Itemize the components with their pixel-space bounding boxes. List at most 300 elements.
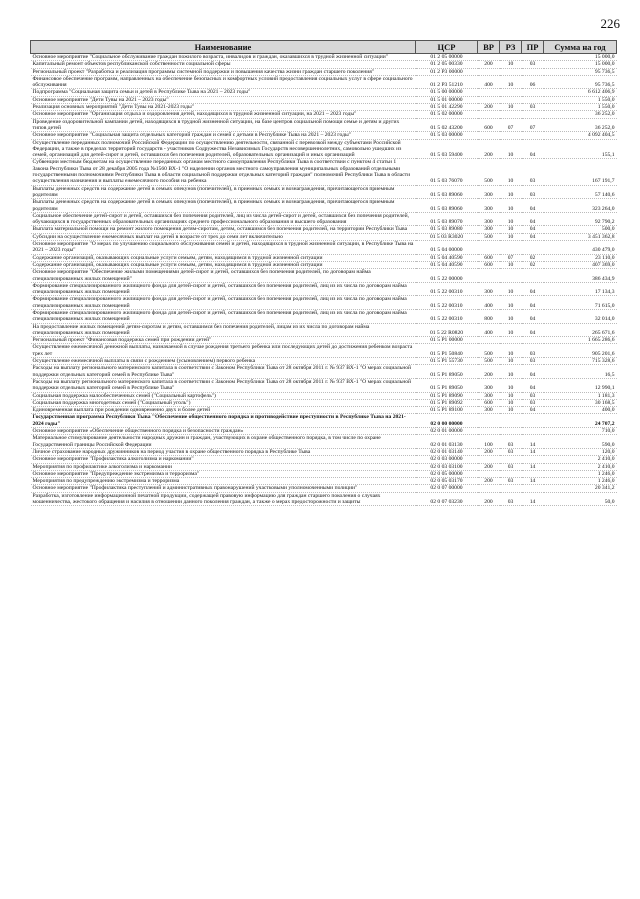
row-name: Осуществление ежемесячной выплаты в связи с рождением (усыновлением) первого ребенка <box>31 358 416 365</box>
row-csr: 01 5 P1 55730 <box>416 358 478 365</box>
header-name: Наименование <box>31 41 416 54</box>
page-number: 226 <box>600 16 620 31</box>
table-row <box>31 269 617 283</box>
row-pr: 03 <box>522 61 544 68</box>
row-vr <box>478 96 500 103</box>
row-sum: 4 092 404,5 <box>544 132 617 139</box>
row-name: Капитальный ремонт объектов республиканской собственности социальной сферы <box>31 61 416 68</box>
row-pr: 04 <box>522 296 544 310</box>
row-pr: 04 <box>522 199 544 213</box>
row-sum: 15 000,0 <box>544 54 617 61</box>
row-rz: 03 <box>500 492 522 506</box>
row-pr: 04 <box>522 323 544 337</box>
row-sum: 120,0 <box>544 448 617 455</box>
table-row <box>31 104 617 111</box>
row-vr <box>478 337 500 344</box>
row-csr: 01 5 03 R3020 <box>416 233 478 240</box>
row-sum: 407 369,0 <box>544 261 617 268</box>
row-rz: 10 <box>500 399 522 406</box>
table-row <box>31 68 617 75</box>
row-rz <box>500 54 522 61</box>
header-rz: РЗ <box>500 41 522 54</box>
row-vr: 400 <box>478 323 500 337</box>
row-pr: 04 <box>522 233 544 240</box>
row-vr <box>478 54 500 61</box>
row-sum: 16,5 <box>544 365 617 379</box>
row-rz: 03 <box>500 478 522 485</box>
row-pr <box>522 54 544 61</box>
row-pr <box>522 470 544 477</box>
row-csr: 01 5 P1 89050 <box>416 365 478 379</box>
row-rz: 10 <box>500 309 522 323</box>
budget-table <box>30 40 617 506</box>
row-pr: 04 <box>522 212 544 226</box>
table-row <box>31 111 617 118</box>
row-sum: 6 612 406,9 <box>544 89 617 96</box>
row-name: Мероприятия по предупреждению экстремизма и терроризма <box>31 478 416 485</box>
row-pr: 14 <box>522 448 544 455</box>
row-sum: 1 550,0 <box>544 96 617 103</box>
table-row <box>31 75 617 89</box>
table-row <box>31 344 617 358</box>
row-name: Субсидии на осуществление ежемесячных выплат на детей в возрасте от трех до семи лет включительно <box>31 233 416 240</box>
row-sum: 50,0 <box>544 492 617 506</box>
table-row <box>31 54 617 61</box>
row-vr: 800 <box>478 309 500 323</box>
row-pr <box>522 485 544 492</box>
row-pr: 04 <box>522 226 544 233</box>
row-name: Подпрограмма "Социальная защита семьи и детей в Республике Тыва на 2021 – 2023 годы" <box>31 89 416 96</box>
table-row <box>31 282 617 296</box>
row-pr: 04 <box>522 407 544 414</box>
row-csr: 01 2 P3 00000 <box>416 68 478 75</box>
row-vr <box>478 269 500 283</box>
row-sum: 95 736,5 <box>544 68 617 75</box>
row-rz <box>500 269 522 283</box>
row-sum: 2 410,0 <box>544 463 617 470</box>
row-name: Осуществление переданных полномочий Российской Федерации по осуществлению деятельности, связанной с перевозкой между субъектами Российской Федерации, а также в пределах территорий государств - участников Содружества Независимых Государств несовершеннолетних, самовольно ушедших из семей, организаций для детей-сирот и детей, оставшихся без попечения родителей, образовательных организаций и иных организаций <box>31 139 416 159</box>
row-rz: 10 <box>500 344 522 358</box>
row-sum: 905 201,6 <box>544 344 617 358</box>
row-pr <box>522 241 544 255</box>
row-pr: 03 <box>522 358 544 365</box>
row-sum: 2 410,0 <box>544 456 617 463</box>
table-row <box>31 399 617 406</box>
row-sum: 1 181,3 <box>544 392 617 399</box>
row-sum: 36 252,0 <box>544 118 617 132</box>
row-sum: 500,0 <box>544 226 617 233</box>
row-rz <box>500 68 522 75</box>
row-rz <box>500 132 522 139</box>
row-vr: 300 <box>478 392 500 399</box>
table-row <box>31 118 617 132</box>
row-name: Формирование специализированного жилищного фонда для детей-сирот и детей, оставшихся без попечения родителей, лиц из их числа по договорам найма специализированных жилых помещений <box>31 309 416 323</box>
row-sum: 265 671,6 <box>544 323 617 337</box>
row-vr <box>478 111 500 118</box>
row-pr <box>522 96 544 103</box>
table-row <box>31 212 617 226</box>
row-name: Основное мероприятие «Обеспечение общественного порядка и безопасности граждан» <box>31 428 416 435</box>
table-row <box>31 139 617 159</box>
row-csr: 01 5 P1 89100 <box>416 407 478 414</box>
table-row <box>31 392 617 399</box>
table-row <box>31 226 617 233</box>
row-sum: 36 252,0 <box>544 111 617 118</box>
row-pr: 06 <box>522 75 544 89</box>
row-rz: 10 <box>500 378 522 392</box>
row-vr: 300 <box>478 212 500 226</box>
row-csr: 01 5 22 00310 <box>416 296 478 310</box>
row-rz: 10 <box>500 392 522 399</box>
row-vr: 200 <box>478 104 500 111</box>
row-name: Региональный проект "Разработка и реализация программы системной поддержки и повышения качества жизни граждан старшего поколения" <box>31 68 416 75</box>
row-csr: 01 5 02 00000 <box>416 111 478 118</box>
row-name: Основное мероприятие "Профилактика алкоголизма и наркомании" <box>31 456 416 463</box>
row-pr: 03 <box>522 344 544 358</box>
row-rz <box>500 470 522 477</box>
row-csr: 01 5 22 00000 <box>416 269 478 283</box>
row-sum: 400,0 <box>544 407 617 414</box>
row-sum: 430 479,0 <box>544 241 617 255</box>
table-row <box>31 185 617 199</box>
row-pr: 03 <box>522 104 544 111</box>
row-rz: 10 <box>500 75 522 89</box>
row-pr <box>522 428 544 435</box>
row-csr: 02 0 07 00000 <box>416 485 478 492</box>
row-csr: 02 0 07 03230 <box>416 492 478 506</box>
row-sum: 30 168,5 <box>544 399 617 406</box>
row-name: Формирование специализированного жилищного фонда для детей-сирот и детей, оставшихся без попечения родителей, лиц из их числа по договорам найма специализированных жилых помещений <box>31 282 416 296</box>
row-rz: 10 <box>500 199 522 213</box>
row-csr: 02 0 03 00000 <box>416 456 478 463</box>
row-pr <box>522 89 544 96</box>
row-csr: 02 0 03 03100 <box>416 463 478 470</box>
table-row <box>31 492 617 506</box>
row-name: Проведение оздоровительной кампании детей, находящихся в трудной жизненной ситуации, на базе центров социальной помощи семье и детям и других типов детей <box>31 118 416 132</box>
row-vr: 200 <box>478 139 500 159</box>
row-csr: 02 0 05 00000 <box>416 470 478 477</box>
row-csr: 01 2 05 00330 <box>416 61 478 68</box>
row-pr: 03 <box>522 392 544 399</box>
row-name: Социальное обеспечение детей-сирот и детей, оставшихся без попечения родителей, лиц из числа детей-сирот и детей, оставшихся без попечения родителей, обучающихся в государственных образовательных организациях среднего профессионального образования и высшего образования <box>31 212 416 226</box>
row-csr: 02 0 00 00000 <box>416 414 478 428</box>
row-rz <box>500 428 522 435</box>
row-rz: 10 <box>500 226 522 233</box>
row-vr <box>478 89 500 96</box>
table-row <box>31 470 617 477</box>
row-vr <box>478 470 500 477</box>
row-pr <box>522 337 544 344</box>
row-sum: 17 134,3 <box>544 282 617 296</box>
table-row <box>31 233 617 240</box>
row-name: Основное мероприятие "Дети Тувы на 2021 – 2023 годы" <box>31 96 416 103</box>
row-vr <box>478 414 500 428</box>
row-sum: 24 707,2 <box>544 414 617 428</box>
row-rz: 10 <box>500 261 522 268</box>
row-rz <box>500 111 522 118</box>
row-rz: 10 <box>500 61 522 68</box>
row-vr: 600 <box>478 261 500 268</box>
row-csr: 01 5 01 42290 <box>416 104 478 111</box>
row-pr: 02 <box>522 261 544 268</box>
row-pr: 14 <box>522 492 544 506</box>
row-sum: 95 736,5 <box>544 75 617 89</box>
row-pr <box>522 414 544 428</box>
row-rz: 10 <box>500 159 522 185</box>
row-pr <box>522 111 544 118</box>
table-row <box>31 61 617 68</box>
row-vr <box>478 456 500 463</box>
row-rz: 03 <box>500 463 522 470</box>
row-csr: 01 5 03 89080 <box>416 226 478 233</box>
row-name: Материальное стимулирование деятельности народных дружин и граждан, участвующих в охране общественного порядка, в том числе по охране Государственной границы Российской Федерации <box>31 435 416 449</box>
row-name: Разработка, изготовление информационной печатной продукции, содержащей правовую информацию для граждан старшего поколения о случаях мошенничества, жестокого обращения и насилия в отношении данного поколения граждан, а также о мерах предосторожности и защиты <box>31 492 416 506</box>
row-pr: 03 <box>522 185 544 199</box>
row-name: Основное мероприятие "Социальное обслуживание граждан пожилого возраста, инвалидов и граждан, оказавшихся в трудной жизненной ситуации" <box>31 54 416 61</box>
row-rz: 10 <box>500 233 522 240</box>
row-vr <box>478 68 500 75</box>
row-rz: 07 <box>500 118 522 132</box>
row-rz <box>500 414 522 428</box>
row-csr: 01 5 04 40590 <box>416 254 478 261</box>
row-rz: 10 <box>500 407 522 414</box>
row-pr: 03 <box>522 399 544 406</box>
row-csr: 01 5 03 89070 <box>416 212 478 226</box>
row-name: Основное мероприятие "О мерах по улучшению социального обслуживания семей и детей, находящихся в трудной жизненной ситуации, в Республике Тыва на 2021 – 2023 годы" <box>31 241 416 255</box>
row-rz: 10 <box>500 358 522 365</box>
row-name: Основное мероприятие "Предупреждение экстремизма и терроризма" <box>31 470 416 477</box>
row-vr: 200 <box>478 492 500 506</box>
row-sum: 1 665 286,6 <box>544 337 617 344</box>
table-row <box>31 309 617 323</box>
row-pr: 04 <box>522 139 544 159</box>
row-sum: 1 246,0 <box>544 478 617 485</box>
table-row <box>31 428 617 435</box>
row-pr: 14 <box>522 463 544 470</box>
row-name: Социальная поддержка многодетных семей ("Социальный уголь") <box>31 399 416 406</box>
header-pr: ПР <box>522 41 544 54</box>
table-row <box>31 407 617 414</box>
row-vr: 500 <box>478 159 500 185</box>
row-csr: 01 5 02 43200 <box>416 118 478 132</box>
row-vr <box>478 241 500 255</box>
row-rz: 10 <box>500 296 522 310</box>
row-pr <box>522 269 544 283</box>
row-sum: 92 790,2 <box>544 212 617 226</box>
row-name: Расходы на выплату регионального материнского капитала в соответствии с Законом Республики Тыва от 28 октября 2011 г. № 937 ВХ-1 "О мерах социальной поддержки отдельных категорий семей в Республике Тыва" <box>31 365 416 379</box>
table-row <box>31 463 617 470</box>
row-name: Основное мероприятие "Организация отдыха и оздоровления детей, находящихся в трудной жизненной ситуации, на 2021 – 2023 годы" <box>31 111 416 118</box>
row-csr: 01 5 03 00000 <box>416 132 478 139</box>
table-row <box>31 241 617 255</box>
row-rz: 07 <box>500 254 522 261</box>
row-vr: 300 <box>478 199 500 213</box>
row-vr: 300 <box>478 282 500 296</box>
row-sum: 57 140,6 <box>544 185 617 199</box>
row-vr: 500 <box>478 358 500 365</box>
row-csr: 01 2 P3 51210 <box>416 75 478 89</box>
table-row <box>31 365 617 379</box>
row-rz: 10 <box>500 185 522 199</box>
row-csr: 01 5 01 00000 <box>416 96 478 103</box>
row-sum: 71 615,0 <box>544 296 617 310</box>
row-name: Реализация основных мероприятий "Дети Тувы на 2021-2023 годы" <box>31 104 416 111</box>
row-csr: 02 0 01 00000 <box>416 428 478 435</box>
row-vr: 200 <box>478 463 500 470</box>
row-name: Мероприятия по профилактике алкоголизма и наркомании <box>31 463 416 470</box>
row-vr: 300 <box>478 378 500 392</box>
table-row <box>31 159 617 185</box>
row-vr: 300 <box>478 407 500 414</box>
row-pr: 04 <box>522 282 544 296</box>
row-csr: 01 5 P1 89050 <box>416 378 478 392</box>
row-name: Осуществление ежемесячной денежной выплаты, назначаемой в случае рождения третьего ребенка или последующих детей до достижения ребенком возраста трех лет <box>31 344 416 358</box>
table-row <box>31 96 617 103</box>
table-row <box>31 358 617 365</box>
row-name: Единовременная выплата при рождении одновременно двух и более детей <box>31 407 416 414</box>
row-pr: 02 <box>522 254 544 261</box>
row-name: Выплаты денежных средств на содержание детей в семьях опекунов (попечителей), в приемных семьях и вознаграждения, причитающегося приемным родителям <box>31 199 416 213</box>
row-name: Основное мероприятие "Профилактика преступлений и административных правонарушений участковыми уполномоченными полиции" <box>31 485 416 492</box>
row-name: На предоставление жилых помещений детям-сиротам и детям, оставшимся без попечения родителей, лицам из их числа по договорам найма специализированных жилых помещений <box>31 323 416 337</box>
row-csr: 01 5 03 76070 <box>416 159 478 185</box>
row-vr: 600 <box>478 399 500 406</box>
row-vr: 500 <box>478 344 500 358</box>
row-rz: 10 <box>500 323 522 337</box>
row-csr: 01 5 03 59400 <box>416 139 478 159</box>
row-name: Формирование специализированного жилищного фонда для детей-сирот и детей, оставшихся без попечения родителей, лиц из их числа по договорам найма специализированных жилых помещений <box>31 296 416 310</box>
row-name: Государственная программа Республики Тыва "Обеспечение общественного порядка и противодействие преступности в Республике Тыва на 2021-2024 годы" <box>31 414 416 428</box>
row-csr: 01 5 03 89060 <box>416 199 478 213</box>
row-name: Социальная поддержка малообеспеченных семей ("Социальный картофель") <box>31 392 416 399</box>
table-row <box>31 378 617 392</box>
row-vr: 600 <box>478 254 500 261</box>
row-sum: 20 341,2 <box>544 485 617 492</box>
row-sum: 32 014,0 <box>544 309 617 323</box>
row-csr: 01 5 P1 50840 <box>416 344 478 358</box>
row-rz <box>500 485 522 492</box>
table-row <box>31 485 617 492</box>
row-sum: 715 328,6 <box>544 358 617 365</box>
row-name: Содержание организаций, оказывающих социальные услуги семьям, детям, находящимся в трудной жизненной ситуации <box>31 254 416 261</box>
row-csr: 01 2 05 00000 <box>416 54 478 61</box>
row-csr: 02 0 01 03140 <box>416 448 478 455</box>
row-name: Региональный проект "Финансовая поддержка семей при рождении детей" <box>31 337 416 344</box>
row-vr: 300 <box>478 185 500 199</box>
row-sum: 23 110,0 <box>544 254 617 261</box>
row-pr <box>522 68 544 75</box>
table-row <box>31 89 617 96</box>
row-csr: 01 5 04 40590 <box>416 261 478 268</box>
table-row <box>31 296 617 310</box>
row-rz: 10 <box>500 139 522 159</box>
row-pr: 14 <box>522 435 544 449</box>
row-vr <box>478 428 500 435</box>
row-name: Основное мероприятие "Социальная защита отдельных категорий граждан и семей с детьми в Республике Тыва на 2021 – 2023 годы" <box>31 132 416 139</box>
row-rz <box>500 337 522 344</box>
row-vr: 200 <box>478 448 500 455</box>
row-csr: 02 0 05 03170 <box>416 478 478 485</box>
row-name: Выплата материальной помощи на ремонт жилого помещения детям-сиротам, детям, оставшимся без попечения родителей, на территории Республики Тыва <box>31 226 416 233</box>
row-csr: 01 5 04 00000 <box>416 241 478 255</box>
row-vr: 400 <box>478 296 500 310</box>
table-row <box>31 199 617 213</box>
row-sum: 15 000,0 <box>544 61 617 68</box>
row-sum: 155,1 <box>544 139 617 159</box>
row-vr <box>478 485 500 492</box>
row-name: Основное мероприятие "Обеспечение жилыми помещениями детей-сирот и детей, оставшихся без попечения родителей, по договорам найма специализированных жилых помещений" <box>31 269 416 283</box>
row-rz: 10 <box>500 212 522 226</box>
row-name: Субвенции местным бюджетам на осуществление переданных органам местного самоуправления Республики Тыва в соответствии с пунктом 4 статьи 1 Закона Республики Тыва от 28 декабря 2005 года №1560 ВХ-1 "О наделении органов местного самоуправления муниципальных образований отдельными государственными полномочиями Республики Тыва в области социальной поддержки отдельных категорий граждан" полномочий Республики Тыва в области осуществления назначения и выплаты ежемесячного пособия на ребенка <box>31 159 416 185</box>
table-row <box>31 414 617 428</box>
row-rz <box>500 456 522 463</box>
row-pr: 14 <box>522 478 544 485</box>
row-sum: 590,0 <box>544 435 617 449</box>
row-pr: 04 <box>522 309 544 323</box>
row-rz: 10 <box>500 365 522 379</box>
table-row <box>31 132 617 139</box>
row-rz <box>500 89 522 96</box>
row-csr: 01 5 03 89060 <box>416 185 478 199</box>
row-vr: 300 <box>478 226 500 233</box>
row-rz: 03 <box>500 435 522 449</box>
row-pr <box>522 132 544 139</box>
row-csr: 01 5 22 00310 <box>416 282 478 296</box>
row-name: Личное страхование народных дружинников на период участия в охране общественного порядка в Республике Тыва <box>31 448 416 455</box>
row-rz <box>500 241 522 255</box>
row-sum: 323 264,0 <box>544 199 617 213</box>
row-vr <box>478 132 500 139</box>
row-rz: 10 <box>500 104 522 111</box>
row-rz <box>500 96 522 103</box>
row-sum: 386 434,9 <box>544 269 617 283</box>
header-sum: Сумма на год <box>544 41 617 54</box>
row-name: Содержание организаций, оказывающих социальные услуги семьям, детям, находящимся в трудной жизненной ситуации <box>31 261 416 268</box>
row-name: Расходы на выплату регионального материнского капитала в соответствии с Законом Республики Тыва от 28 октября 2011 г. № 937 ВХ-1 "О мерах социальной поддержки отдельных категорий семей в Республике Тыва" <box>31 378 416 392</box>
row-rz: 10 <box>500 282 522 296</box>
row-vr: 200 <box>478 61 500 68</box>
row-rz: 03 <box>500 448 522 455</box>
row-vr: 200 <box>478 365 500 379</box>
row-name: Финансовое обеспечение программ, направленных на обеспечение безопасных и комфортных условий предоставления социальных услуг в сфере социального обслуживания <box>31 75 416 89</box>
row-csr: 02 0 01 03130 <box>416 435 478 449</box>
row-csr: 01 5 P1 89092 <box>416 399 478 406</box>
row-sum: 1 550,0 <box>544 104 617 111</box>
row-sum: 12 990,1 <box>544 378 617 392</box>
row-vr: 200 <box>478 478 500 485</box>
row-pr: 04 <box>522 378 544 392</box>
row-vr: 600 <box>478 118 500 132</box>
table-row <box>31 337 617 344</box>
table-header-row <box>31 41 617 54</box>
row-pr: 03 <box>522 159 544 185</box>
table-row <box>31 448 617 455</box>
row-sum: 1 246,0 <box>544 470 617 477</box>
table-row <box>31 261 617 268</box>
row-csr: 01 5 00 00000 <box>416 89 478 96</box>
row-csr: 01 5 P1 00000 <box>416 337 478 344</box>
row-name: Выплаты денежных средств на содержание детей в семьях опекунов (попечителей), в приемных семьях и вознаграждения, причитающегося приемным родителям <box>31 185 416 199</box>
table-row <box>31 456 617 463</box>
row-sum: 710,0 <box>544 428 617 435</box>
row-csr: 01 5 22 00310 <box>416 309 478 323</box>
header-vr: ВР <box>478 41 500 54</box>
row-pr <box>522 456 544 463</box>
row-vr: 500 <box>478 233 500 240</box>
table-row <box>31 254 617 261</box>
table-row <box>31 478 617 485</box>
row-sum: 3 451 362,8 <box>544 233 617 240</box>
